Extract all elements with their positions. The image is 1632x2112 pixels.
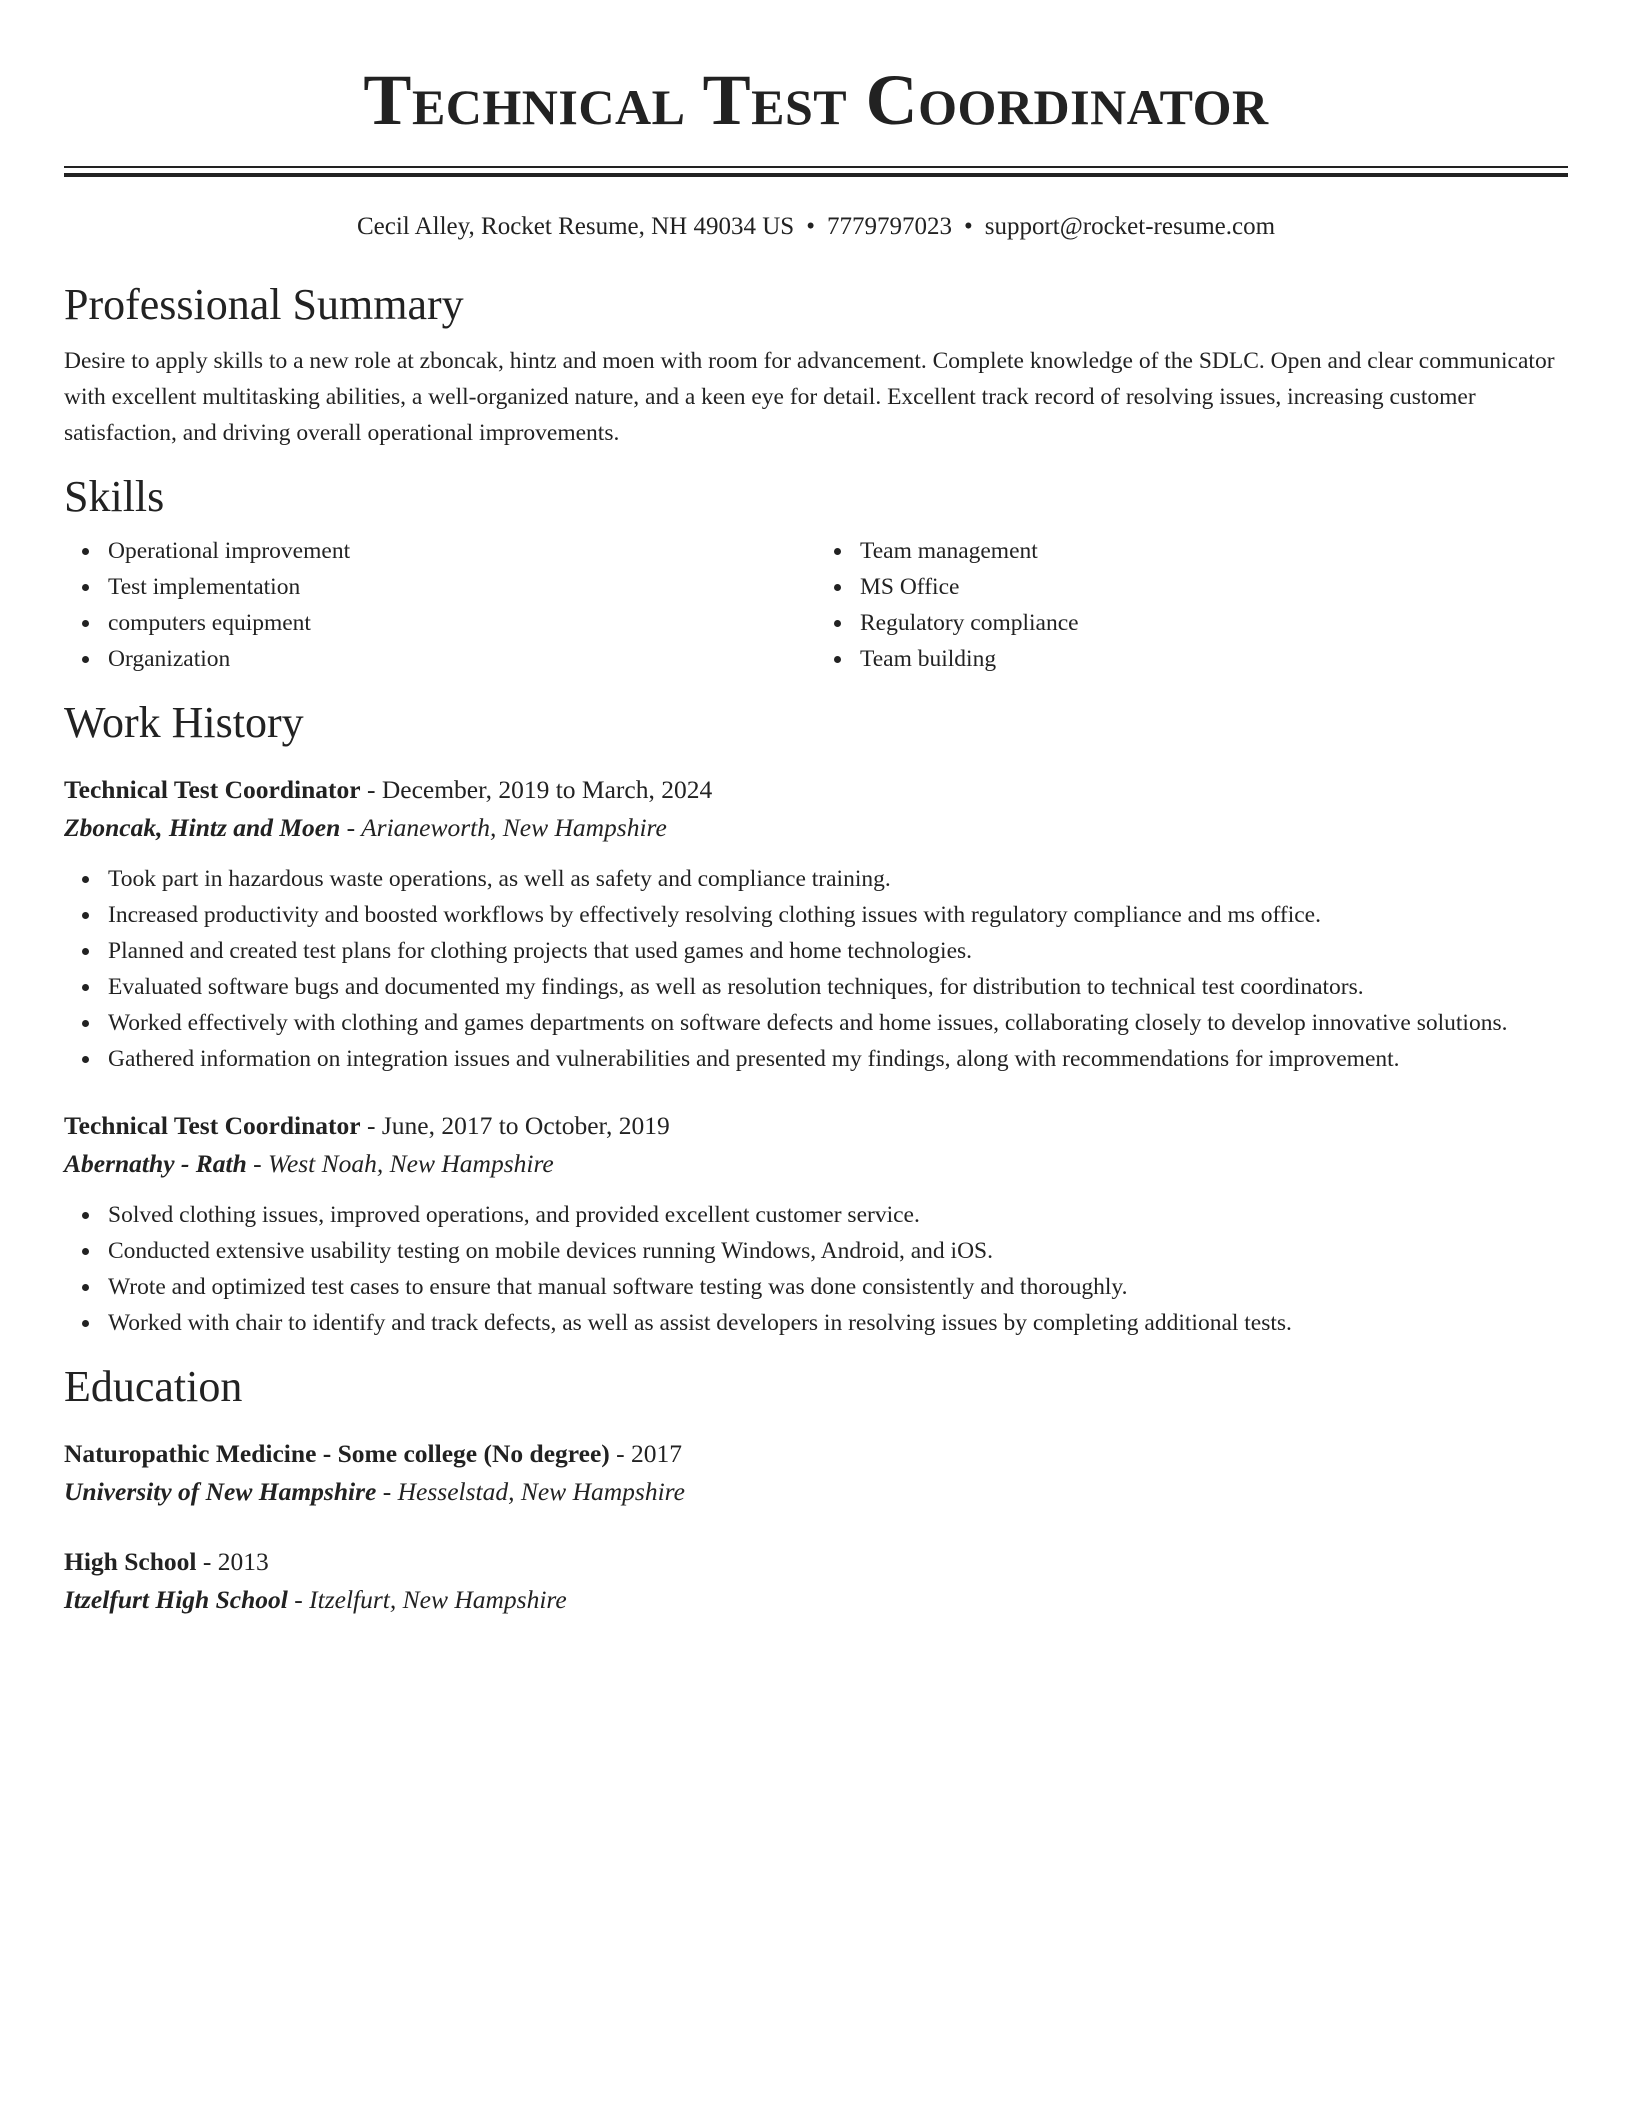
job-dates: - June, 2017 to October, 2019	[360, 1111, 670, 1140]
job-company: Abernathy - Rath	[64, 1149, 247, 1178]
skill-item: Regulatory compliance	[860, 605, 1568, 641]
skill-item: Team building	[860, 641, 1568, 677]
skills-heading: Skills	[64, 472, 165, 521]
job-bullets	[64, 861, 1568, 1077]
title-divider-thin	[64, 166, 1568, 168]
skill-item: MS Office	[860, 569, 1568, 605]
contact-phone: 7779797023	[826, 213, 952, 240]
education-header	[64, 1543, 1568, 1581]
contact-separator: •	[806, 213, 815, 240]
education-year: - 2013	[196, 1547, 269, 1576]
job-company-line	[64, 809, 1568, 847]
summary-heading: Professional Summary	[64, 280, 464, 329]
job-bullet: Increased productivity and boosted workflows by effectively resolving clothing issues with regulatory compliance and ms office.	[108, 897, 1568, 933]
job-location: - West Noah, New Hampshire	[246, 1149, 554, 1178]
resume-page	[64, 0, 1568, 1619]
job-title: Technical Test Coordinator	[64, 775, 361, 804]
skill-item: computers equipment	[108, 605, 816, 641]
education-heading: Education	[64, 1362, 243, 1411]
contact-address: Cecil Alley, Rocket Resume, NH 49034 US	[356, 213, 795, 240]
job-bullet: Worked with chair to identify and track defects, as well as assist developers in resolving issues by completing additional tests.	[108, 1305, 1568, 1341]
education-location: - Hesselstad, New Hampshire	[376, 1477, 685, 1506]
contact-line	[64, 211, 1568, 243]
education-location: - Itzelfurt, New Hampshire	[287, 1585, 567, 1614]
summary-text: Desire to apply skills to a new role at zboncak, hintz and moen with room for advancement. Complete knowledge of the SDLC. Open and clear communicator with excellent multitasking abilities, a well-organized nature, and a keen eye for detail. Excellent track record of resolving issues, increasing customer satisfaction, and driving overall operational improvements.	[64, 348, 1555, 446]
skill-item: Organization	[108, 641, 816, 677]
education-year: - 2017	[609, 1439, 683, 1468]
education-school: Itzelfurt High School	[64, 1585, 288, 1614]
job-header	[64, 771, 1568, 809]
job-bullet: Planned and created test plans for clothing projects that used games and home technologies.	[108, 933, 1568, 969]
job-location: - Arianeworth, New Hampshire	[340, 813, 667, 842]
skill-item: Team management	[860, 533, 1568, 569]
job-bullet: Solved clothing issues, improved operations, and provided excellent customer service.	[108, 1197, 1568, 1233]
job-company-line	[64, 1145, 1568, 1183]
education-header	[64, 1435, 1568, 1473]
skills-right-column	[816, 533, 1568, 677]
job-company: Zboncak, Hintz and Moen	[64, 813, 341, 842]
skills-left-column	[64, 533, 816, 677]
job-bullet: Conducted extensive usability testing on mobile devices running Windows, Android, and iOS.	[108, 1233, 1568, 1269]
title-divider-thick	[64, 173, 1568, 177]
job-bullet: Wrote and optimized test cases to ensure that manual software testing was done consistently and thoroughly.	[108, 1269, 1568, 1305]
skill-item: Test implementation	[108, 569, 816, 605]
job-bullet: Took part in hazardous waste operations, as well as safety and compliance training.	[108, 861, 1568, 897]
education-degree: Naturopathic Medicine - Some college (No degree)	[64, 1439, 610, 1468]
job-header	[64, 1107, 1568, 1145]
skills-grid	[64, 533, 1568, 677]
skill-item: Operational improvement	[108, 533, 816, 569]
education-degree: High School	[64, 1547, 197, 1576]
contact-separator: •	[963, 213, 973, 240]
contact-email: support@rocket-resume.com	[984, 213, 1276, 240]
job-dates: - December, 2019 to March, 2024	[360, 775, 713, 804]
education-school: University of New Hampshire	[64, 1477, 377, 1506]
job-title: Technical Test Coordinator	[64, 1111, 361, 1140]
education-school-line	[64, 1473, 1568, 1511]
job-bullet: Evaluated software bugs and documented my findings, as well as resolution techniques, for distribution to technical test coordinators.	[108, 969, 1568, 1005]
job-bullet: Worked effectively with clothing and games departments on software defects and home issues, collaborating closely to develop innovative solutions.	[108, 1005, 1568, 1041]
work-history-heading: Work History	[64, 698, 304, 747]
job-bullet: Gathered information on integration issues and vulnerabilities and presented my findings, along with recommendations for improvement.	[108, 1041, 1568, 1077]
job-bullets	[64, 1197, 1568, 1341]
education-school-line	[64, 1581, 1568, 1619]
resume-title: Technical Test Coordinator	[363, 60, 1269, 140]
